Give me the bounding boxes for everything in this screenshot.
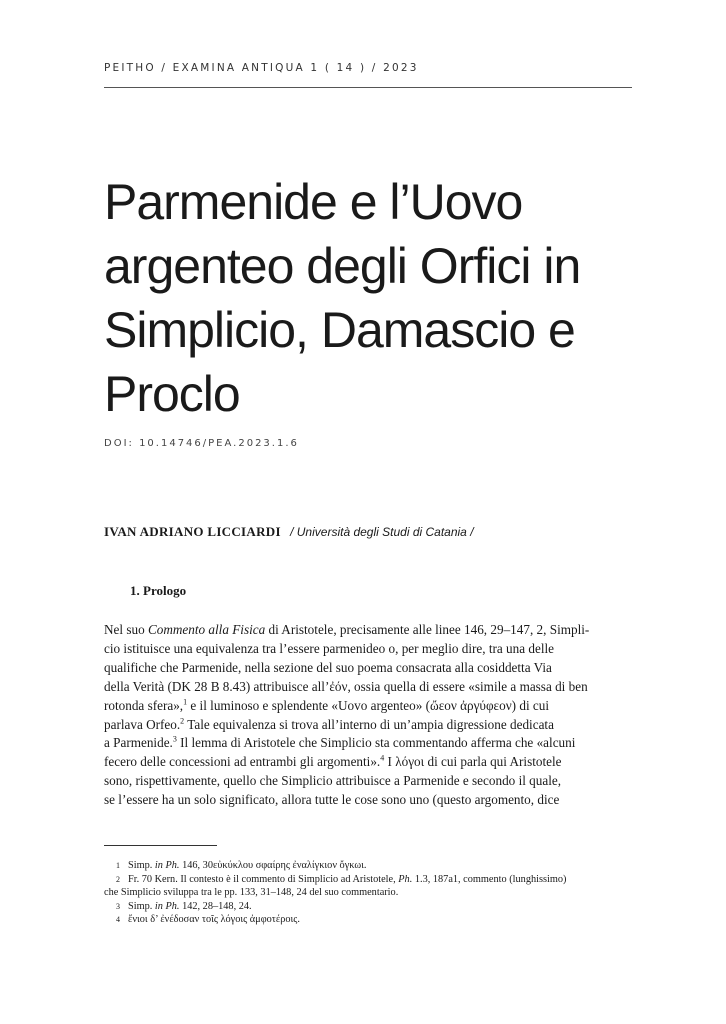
running-head: PEITHO / EXAMINA ANTIQUA 1 ( 14 ) / 2023 xyxy=(104,62,419,74)
title-line: Parmenide e l’Uovo xyxy=(104,174,523,230)
body-line: fecero delle concessioni ad entrambi gli argomenti».$^4$ I λόγοι di cui parla qui Aristotele xyxy=(104,753,562,770)
section-heading: 1. Prologo xyxy=(130,583,187,598)
body-paragraph xyxy=(104,621,636,810)
footnote-2-continued: che Simplicio sviluppa tra le pp. 133, 31–148, 24 del suo commentario. xyxy=(104,887,399,899)
body-line: sono, rispettivamente, quello che Simplicio attribuisce a Parmenide e secondo il quale, xyxy=(104,773,562,789)
footnote-ref[interactable]: 3 xyxy=(172,735,177,745)
footnote-ref[interactable]: 1 xyxy=(183,697,188,707)
body-line: qualifiche che Parmenide, nella sezione del suo poema consacrata alla cosiddetta Via xyxy=(104,659,552,675)
body-line: rotonda sfera»,$^1$ e il luminoso e splendente «Uovo argenteo» (ὤεον ἀργύφεον) di cui xyxy=(104,697,550,713)
article-title xyxy=(104,170,644,426)
title-line: argenteo degli Orfici in xyxy=(104,238,581,294)
footnote-rule xyxy=(104,845,217,846)
footnote-ref[interactable]: 2 xyxy=(180,716,185,726)
author-line xyxy=(104,524,474,540)
footnotes xyxy=(104,859,636,927)
footnote-2: 2 Fr. 70 Kern. Il contesto è il commento di Simplicio ad Aristotele, Ph. 1.3, 187a1, commento (lunghissimo) xyxy=(116,873,567,885)
body-line: cio istituisce una equivalenza tra l’essere parmenideo o, per meglio dire, tra una delle xyxy=(104,640,555,656)
title-line: Proclo xyxy=(104,366,240,422)
body-line: parlava Orfeo.$^2$ Tale equivalenza si trova all’interno di un’ampia digressione dedicata xyxy=(104,716,554,732)
footnote-4: 4 ἔνιοι δ’ ἐνέδοσαν τοῖς λόγοις ἀμφοτέροις. xyxy=(116,914,300,926)
body-line: a Parmenide.$^3$ Il lemma di Aristotele che Simplicio sta commentando afferma che «alcuni xyxy=(104,735,576,751)
author-name: IVAN ADRIANO LICCIARDI xyxy=(104,524,281,539)
body-line: Nel suo Commento alla Fisica di Aristotele, precisamente alle linee 146, 29–147, 2, Simpli- xyxy=(104,622,590,637)
header-rule xyxy=(104,87,632,88)
author-affiliation: / Università degli Studi di Catania / xyxy=(290,525,474,539)
body-line: della Verità (DK 28 B 8.43) attribuisce all’ἐόν, ossia quella di essere «simile a massa di ben xyxy=(104,678,588,694)
title-line: Simplicio, Damascio e xyxy=(104,302,575,358)
doi: DOI: 10.14746/PEA.2023.1.6 xyxy=(104,438,299,449)
footnote-ref[interactable]: 4 xyxy=(380,753,385,763)
footnote-3: 3 Simp. in Ph. 142, 28–148, 24. xyxy=(116,900,252,912)
body-line: se l’essere ha un solo significato, allora tutte le cose sono uno (questo argomento, dice xyxy=(104,792,560,808)
footnote-1: 1 Simp. in Ph. 146, 30εὐκύκλου σφαίρης ἐναλίγκιον ὄγκωι. xyxy=(116,860,367,871)
